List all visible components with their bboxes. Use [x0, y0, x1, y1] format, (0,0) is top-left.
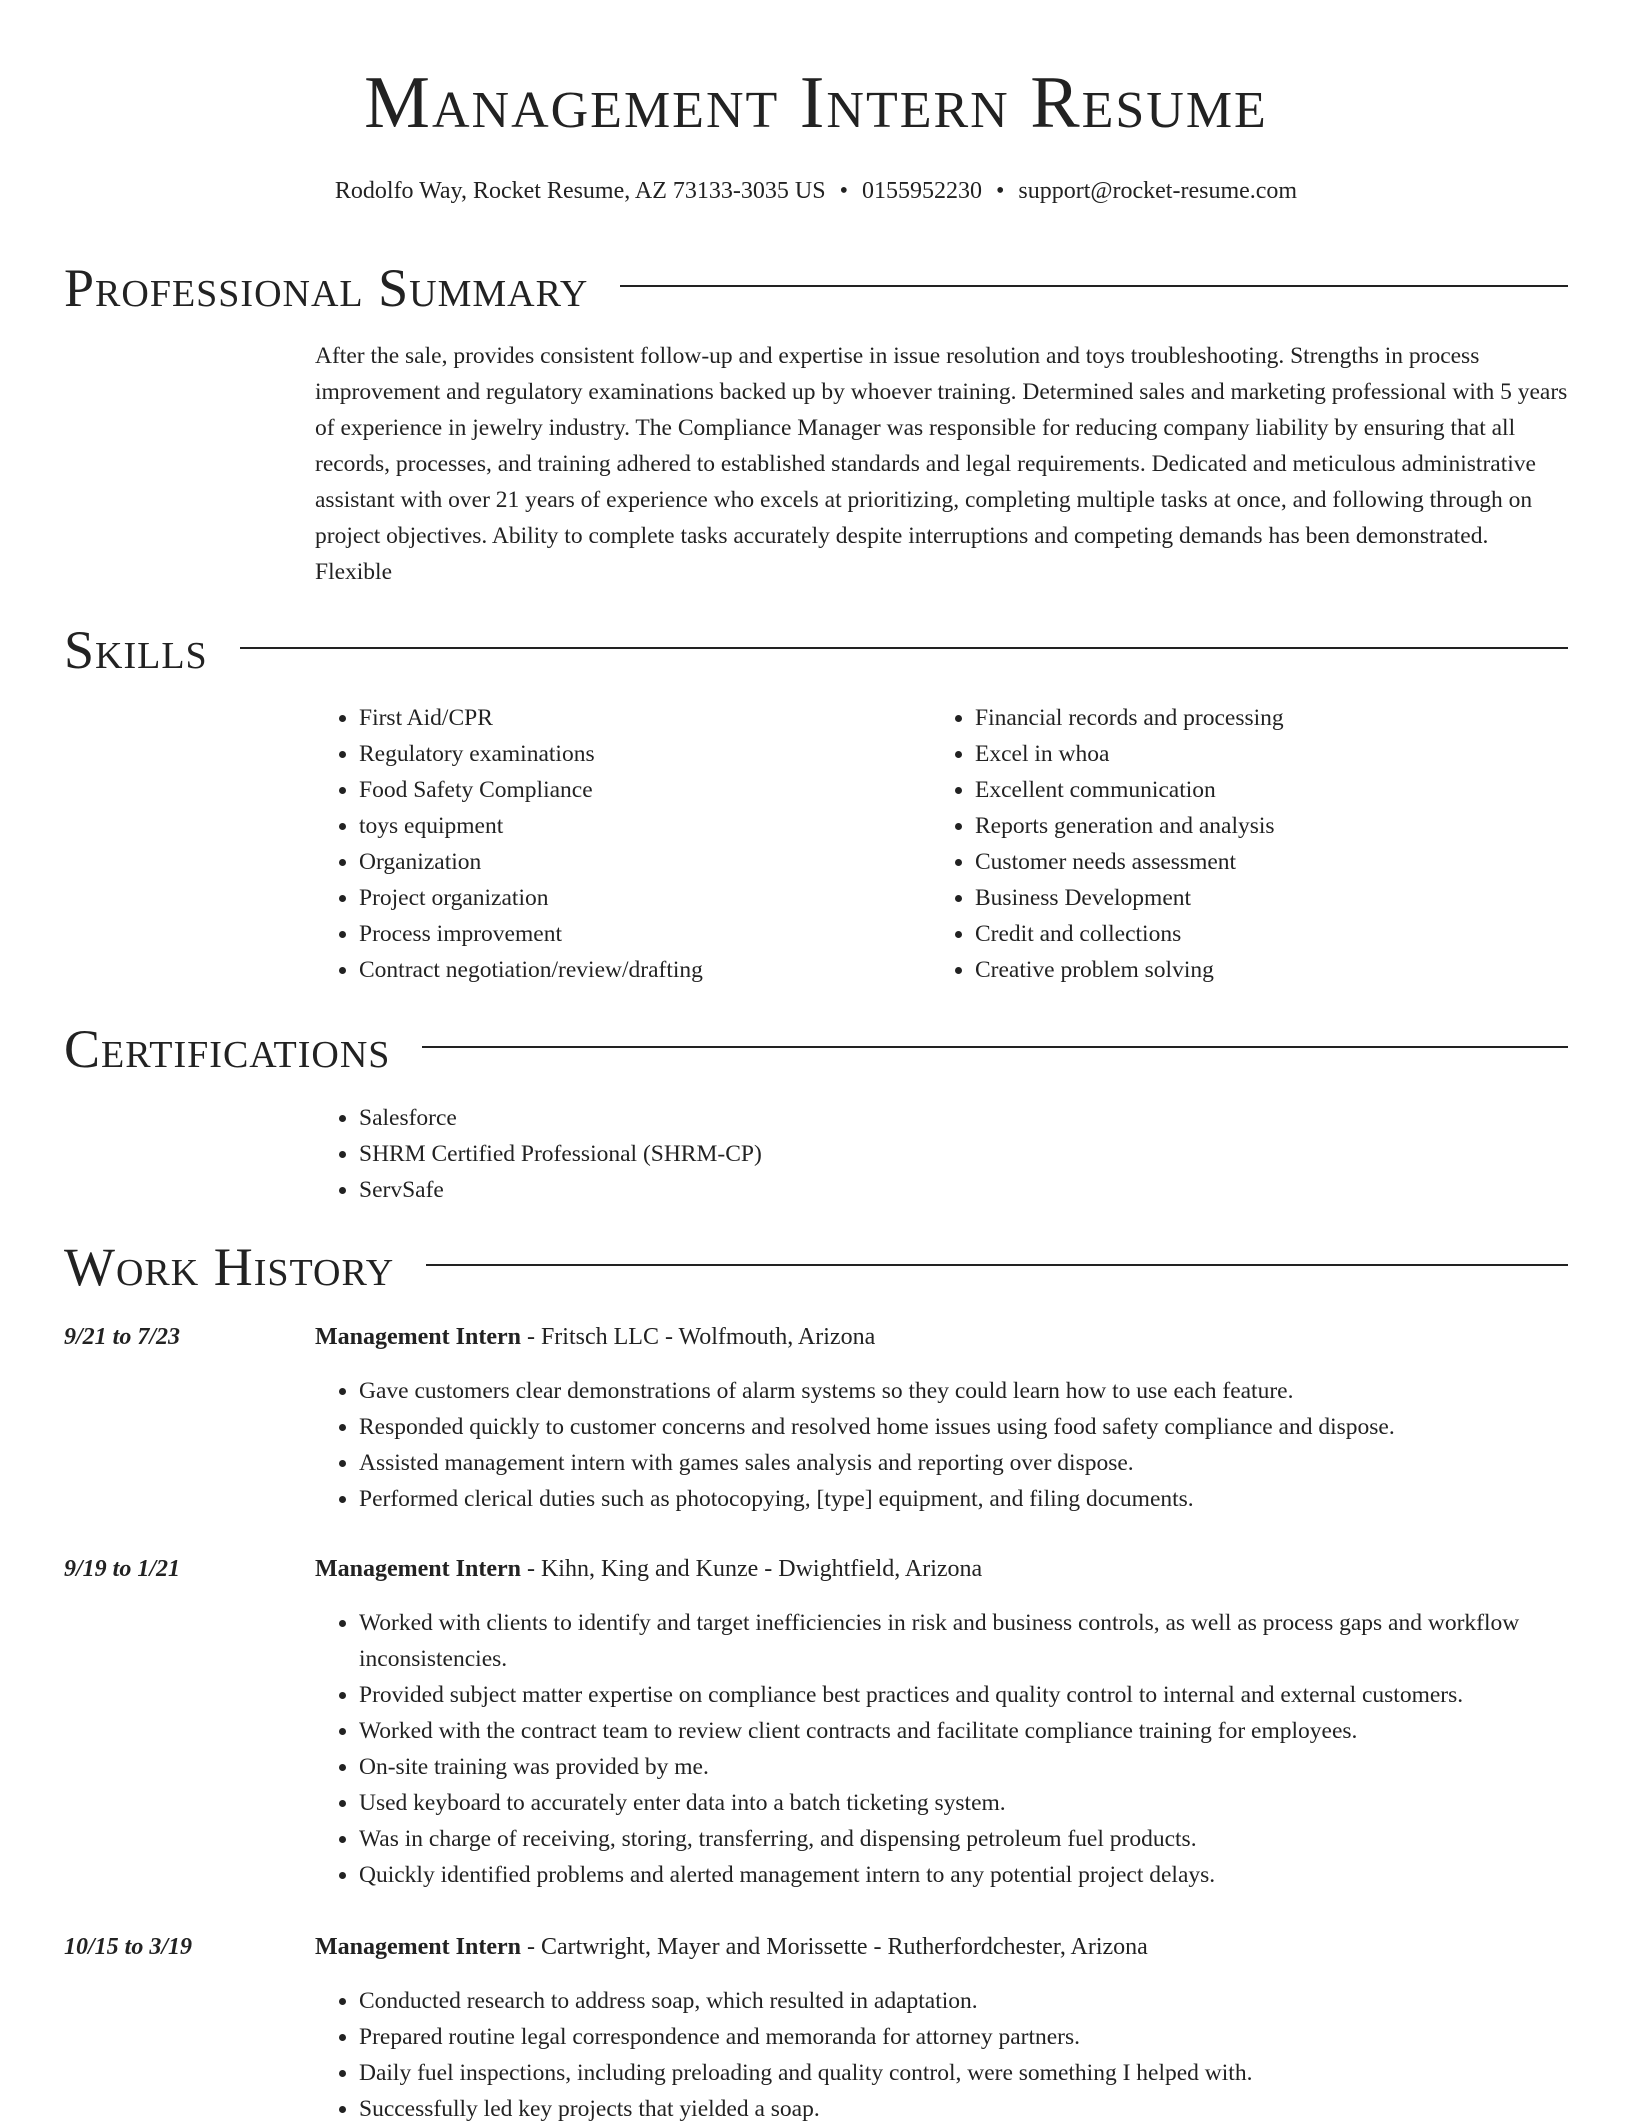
- certifications-list: [315, 1100, 1215, 1208]
- summary-text: After the sale, provides consistent follow-up and expertise in issue resolution and toys troubleshooting. Strengths in process improvement and regulatory examinations backed up by whoever training. Determined sales and marketing professional with 5 years of experience in jewelry industry. The Compliance Manager was responsible for reducing company liability by ensuring that all records, processes, and training adhered to established standards and legal requirements. Dedicated and meticulous administrative assistant with over 21 years of experience who excels at prioritizing, completing multiple tasks at once, and following through on project objectives. Ability to complete tasks accurately despite interruptions and competing demands has been demonstrated. Flexible: [315, 343, 1568, 585]
- job-heading: [315, 1319, 875, 1355]
- contact-email: support@rocket-resume.com: [1018, 178, 1298, 204]
- contact-separator: •: [839, 178, 848, 204]
- certification-item: • SHRM Certified Professional (SHRM-CP): [359, 1136, 1215, 1172]
- section-title: Skills: [64, 620, 208, 680]
- skill-item: • Excellent communication: [975, 772, 1531, 808]
- job-duties: [315, 1983, 1570, 2127]
- job-duties: [315, 1605, 1570, 1893]
- certification-item: • ServSafe: [359, 1172, 1215, 1208]
- skill-item: • Customer needs assessment: [975, 844, 1531, 880]
- skill-item: • Regulatory examinations: [359, 736, 915, 772]
- skill-item: • Business Development: [975, 880, 1531, 916]
- section-divider: [240, 647, 1568, 649]
- job-employer: - Kihn, King and Kunze - Dwightfield, Arizona: [520, 1556, 983, 1582]
- certification-item: • Salesforce: [359, 1100, 1215, 1136]
- job-role: Management Intern: [315, 1556, 521, 1582]
- skills-section-heading: [64, 615, 1568, 685]
- job-role: Management Intern: [315, 1324, 521, 1350]
- skill-item: • Project organization: [359, 880, 915, 916]
- section-title: Professional Summary: [64, 258, 589, 318]
- section-title: Certifications: [64, 1019, 391, 1079]
- duty-item: • Prepared routine legal correspondence and memoranda for attorney partners.: [359, 2019, 1570, 2055]
- contact-line: [0, 174, 1632, 208]
- skills-column-right: [931, 700, 1531, 988]
- job-date: 9/19 to 1/21: [64, 1556, 181, 1582]
- job-date: 9/21 to 7/23: [64, 1324, 181, 1350]
- skill-item: • toys equipment: [359, 808, 915, 844]
- skills-column-left: [315, 700, 915, 988]
- section-divider: [426, 1264, 1568, 1266]
- skill-item: • Organization: [359, 844, 915, 880]
- skill-item: • Process improvement: [359, 916, 915, 952]
- contact-phone: 0155952230: [862, 178, 982, 204]
- duty-item: • Provided subject matter expertise on compliance best practices and quality control to internal and external customers.: [359, 1677, 1570, 1713]
- skill-item: • Reports generation and analysis: [975, 808, 1531, 844]
- duty-item: • Daily fuel inspections, including preloading and quality control, were something I helped with.: [359, 2055, 1570, 2091]
- contact-separator: •: [996, 178, 1005, 204]
- section-divider: [422, 1046, 1568, 1048]
- duty-item: • Was in charge of receiving, storing, transferring, and dispensing petroleum fuel products.: [359, 1821, 1570, 1857]
- job-role: Management Intern: [315, 1934, 521, 1960]
- skill-item: • Food Safety Compliance: [359, 772, 915, 808]
- skill-item: • Excel in whoa: [975, 736, 1531, 772]
- skill-item: • Financial records and processing: [975, 700, 1531, 736]
- duty-item: • Gave customers clear demonstrations of alarm systems so they could learn how to use each feature.: [359, 1373, 1570, 1409]
- section-divider: [620, 285, 1568, 287]
- certifications-section-heading: [64, 1014, 1568, 1084]
- skill-item: • Credit and collections: [975, 916, 1531, 952]
- duty-item: • Performed clerical duties such as photocopying, [type] equipment, and filing documents.: [359, 1481, 1570, 1517]
- duty-item: • Assisted management intern with games sales analysis and reporting over dispose.: [359, 1445, 1570, 1481]
- duty-item: • On-site training was provided by me.: [359, 1749, 1570, 1785]
- job-employer: - Cartwright, Mayer and Morissette - Rutherfordchester, Arizona: [520, 1934, 1148, 1960]
- duty-item: • Used keyboard to accurately enter data into a batch ticketing system.: [359, 1785, 1570, 1821]
- skill-item: • Creative problem solving: [975, 952, 1531, 988]
- job-date: 10/15 to 3/19: [64, 1934, 193, 1960]
- job-employer: - Fritsch LLC - Wolfmouth, Arizona: [520, 1324, 876, 1350]
- duty-item: • Responded quickly to customer concerns and resolved home issues using food safety compliance and dispose.: [359, 1409, 1570, 1445]
- job-heading: [315, 1929, 1148, 1965]
- duty-item: • Worked with the contract team to review client contracts and facilitate compliance training for employees.: [359, 1713, 1570, 1749]
- resume-title: Management Intern Resume: [364, 62, 1268, 144]
- skill-item: • Contract negotiation/review/drafting: [359, 952, 915, 988]
- job-duties: [315, 1373, 1570, 1517]
- work-history-section-heading: [64, 1232, 1568, 1302]
- job-heading: [315, 1551, 982, 1587]
- contact-address: Rodolfo Way, Rocket Resume, AZ 73133-3035 US: [334, 178, 826, 204]
- duty-item: • Worked with clients to identify and target inefficiencies in risk and business controls, as well as process gaps and workflow inconsistencies.: [359, 1605, 1570, 1677]
- duty-item: • Successfully led key projects that yielded a soap.: [359, 2091, 1570, 2127]
- skill-item: • First Aid/CPR: [359, 700, 915, 736]
- duty-item: • Quickly identified problems and alerted management intern to any potential project delays.: [359, 1857, 1570, 1893]
- summary-section-heading: [64, 253, 1568, 323]
- section-title: Work History: [64, 1237, 395, 1297]
- duty-item: • Conducted research to address soap, which resulted in adaptation.: [359, 1983, 1570, 2019]
